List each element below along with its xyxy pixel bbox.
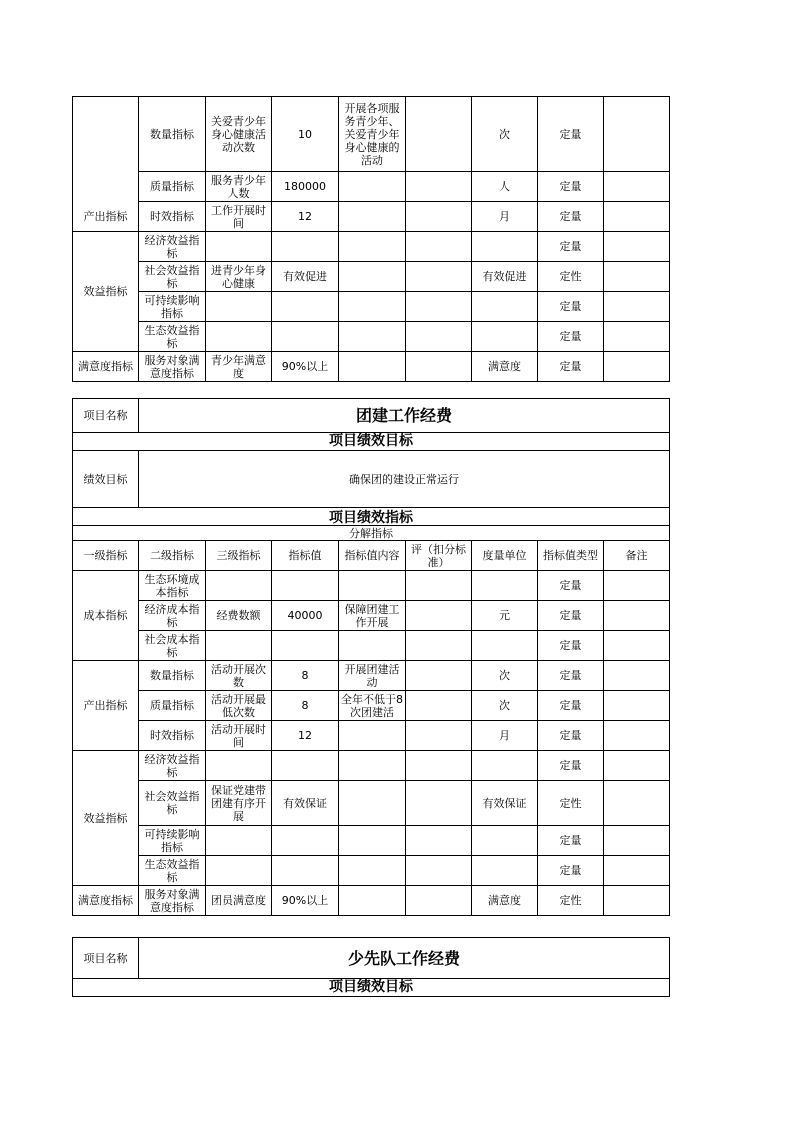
table-cell: [272, 232, 339, 262]
column-header: 度量单位: [472, 541, 538, 571]
section-row: [73, 508, 670, 526]
table-row: [73, 826, 670, 856]
level1-cell: 成本指标: [73, 571, 139, 661]
table-cell: 定量: [538, 322, 604, 352]
table-cell: [339, 172, 406, 202]
table-cell: 团员满意度: [206, 886, 272, 916]
table-cell: 元: [472, 601, 538, 631]
table-cell: [406, 322, 472, 352]
table-cell: [604, 202, 670, 232]
table-cell: [604, 172, 670, 202]
table-cell: [406, 202, 472, 232]
table-cell: [339, 262, 406, 292]
level1-cell: 效益指标: [73, 232, 139, 352]
table-cell: 次: [472, 97, 538, 172]
table-cell: 有效促进: [272, 262, 339, 292]
level1-cell: 满意度指标: [73, 886, 139, 916]
table-cell: [272, 571, 339, 601]
table-cell: 开展各项服务青少年、关爱青少年身心健康的活动: [339, 97, 406, 172]
table-cell: [272, 826, 339, 856]
level1-cell: 产出指标: [73, 97, 139, 232]
table-cell: 社会效益指标: [139, 781, 206, 826]
table-cell: 可持续影响指标: [139, 292, 206, 322]
table-cell: [604, 601, 670, 631]
project-name-row: [73, 399, 670, 433]
table-cell: [272, 856, 339, 886]
table-cell: [604, 631, 670, 661]
goal-section-title: 项目绩效目标: [73, 433, 670, 451]
column-header: 指标值类型: [538, 541, 604, 571]
table-cell: 10: [272, 97, 339, 172]
table-cell: 有效保证: [472, 781, 538, 826]
table-cell: [406, 172, 472, 202]
table-cell: 服务对象满意度指标: [139, 886, 206, 916]
table-cell: 定量: [538, 721, 604, 751]
table-cell: 保证党建带团建有序开展: [206, 781, 272, 826]
table-cell: 180000: [272, 172, 339, 202]
table-row: [73, 856, 670, 886]
table-cell: [339, 631, 406, 661]
table-cell: 90%以上: [272, 352, 339, 382]
table-cell: 月: [472, 721, 538, 751]
table-cell: 生态环境成本指标: [139, 571, 206, 601]
table-cell: 保障团建工作开展: [339, 601, 406, 631]
table-cell: [339, 292, 406, 322]
table-row: [73, 631, 670, 661]
table-cell: 数量指标: [139, 661, 206, 691]
table-cell: [339, 856, 406, 886]
table-cell: 定量: [538, 97, 604, 172]
table-cell: 定量: [538, 826, 604, 856]
table-cell: [206, 751, 272, 781]
table-cell: [604, 721, 670, 751]
table-cell: [472, 631, 538, 661]
table-cell: 时效指标: [139, 721, 206, 751]
table-cell: [604, 571, 670, 601]
table-cell: [604, 856, 670, 886]
table-cell: [604, 826, 670, 856]
table-cell: 活动开展次数: [206, 661, 272, 691]
table-cell: [472, 571, 538, 601]
project-name-row: [73, 938, 670, 979]
table-cell: 定性: [538, 886, 604, 916]
table-cell: [472, 826, 538, 856]
table-cell: 时效指标: [139, 202, 206, 232]
table-cell: [406, 232, 472, 262]
table-row: [73, 292, 670, 322]
column-header: 评（扣分标准）: [406, 541, 472, 571]
table-cell: [339, 781, 406, 826]
table-cell: 定量: [538, 751, 604, 781]
header-row: [73, 541, 670, 571]
table-row: [73, 601, 670, 631]
project-name: 团建工作经费: [139, 399, 670, 433]
level1-cell: 效益指标: [73, 751, 139, 886]
table-cell: [206, 826, 272, 856]
project-name: 少先队工作经费: [139, 938, 670, 979]
table-cell: [604, 661, 670, 691]
table-cell: 人: [472, 172, 538, 202]
table-cell: 8: [272, 661, 339, 691]
table-cell: [604, 232, 670, 262]
table-row: [73, 661, 670, 691]
table-cell: [406, 601, 472, 631]
table-cell: 定量: [538, 202, 604, 232]
table-cell: 定量: [538, 691, 604, 721]
table-cell: [206, 292, 272, 322]
table-row: [73, 691, 670, 721]
table-cell: 服务青少年人数: [206, 172, 272, 202]
table-cell: [604, 691, 670, 721]
performance-table-1: [72, 96, 670, 382]
table-cell: [472, 751, 538, 781]
table-cell: 8: [272, 691, 339, 721]
table-cell: [406, 292, 472, 322]
table-cell: [604, 751, 670, 781]
table-cell: [406, 856, 472, 886]
table-cell: 定量: [538, 631, 604, 661]
table-cell: 数量指标: [139, 97, 206, 172]
table-cell: [339, 202, 406, 232]
table-cell: [406, 352, 472, 382]
table-cell: [206, 631, 272, 661]
table-row: [73, 172, 670, 202]
table-cell: [206, 232, 272, 262]
table-cell: 生态效益指标: [139, 856, 206, 886]
table-cell: [604, 97, 670, 172]
table-cell: [406, 826, 472, 856]
table-cell: 定量: [538, 856, 604, 886]
table-cell: 经济成本指标: [139, 601, 206, 631]
table-cell: 全年不低于8次团建活: [339, 691, 406, 721]
table-row: [73, 721, 670, 751]
table-cell: 工作开展时间: [206, 202, 272, 232]
table-cell: 服务对象满意度指标: [139, 352, 206, 382]
table-cell: [406, 691, 472, 721]
table-cell: 次: [472, 661, 538, 691]
table-cell: [272, 631, 339, 661]
table-cell: [339, 826, 406, 856]
table-row: [73, 202, 670, 232]
table-cell: [339, 721, 406, 751]
table-row: [73, 352, 670, 382]
breakdown-title: 分解指标: [73, 526, 670, 541]
table-cell: 定量: [538, 232, 604, 262]
level1-cell: 满意度指标: [73, 352, 139, 382]
column-header: 三级指标: [206, 541, 272, 571]
table-cell: 满意度: [472, 886, 538, 916]
breakdown-row: [73, 526, 670, 541]
table-cell: 活动开展时间: [206, 721, 272, 751]
goal-row: [73, 451, 670, 508]
table-cell: 有效保证: [272, 781, 339, 826]
table-cell: 可持续影响指标: [139, 826, 206, 856]
table-cell: 定量: [538, 601, 604, 631]
table-cell: 定性: [538, 781, 604, 826]
table-row: [73, 886, 670, 916]
section-row: [73, 979, 670, 997]
table-cell: [406, 781, 472, 826]
table-cell: 定量: [538, 292, 604, 322]
table-cell: 生态效益指标: [139, 322, 206, 352]
table-cell: [339, 751, 406, 781]
project-label: 项目名称: [73, 938, 139, 979]
table-cell: [406, 721, 472, 751]
table-cell: [339, 571, 406, 601]
table-cell: 社会效益指标: [139, 262, 206, 292]
goal-section-title: 项目绩效目标: [73, 979, 670, 997]
table-cell: [339, 886, 406, 916]
table-cell: 定量: [538, 661, 604, 691]
column-header: 二级指标: [139, 541, 206, 571]
column-header: 备注: [604, 541, 670, 571]
indicator-section-title: 项目绩效指标: [73, 508, 670, 526]
table-cell: 定性: [538, 262, 604, 292]
table-cell: [206, 322, 272, 352]
table-cell: 关爱青少年身心健康活动次数: [206, 97, 272, 172]
table-cell: [604, 322, 670, 352]
table-cell: 90%以上: [272, 886, 339, 916]
table-cell: [472, 322, 538, 352]
table-cell: [406, 631, 472, 661]
table-cell: [472, 856, 538, 886]
table-cell: 经费数额: [206, 601, 272, 631]
table-cell: [406, 571, 472, 601]
table-cell: 定量: [538, 352, 604, 382]
table-cell: [406, 97, 472, 172]
column-header: 指标值内容: [339, 541, 406, 571]
table-cell: 质量指标: [139, 691, 206, 721]
table-cell: [604, 262, 670, 292]
table-cell: [472, 292, 538, 322]
table-cell: [406, 751, 472, 781]
table-cell: [339, 322, 406, 352]
table-cell: [604, 352, 670, 382]
table-cell: [472, 232, 538, 262]
table-row: [73, 781, 670, 826]
table-cell: [206, 571, 272, 601]
table-cell: [339, 352, 406, 382]
table-cell: 定量: [538, 571, 604, 601]
goal-text: 确保团的建设正常运行: [139, 451, 670, 508]
table-cell: [406, 661, 472, 691]
table-cell: [604, 886, 670, 916]
table-cell: 开展团建活动: [339, 661, 406, 691]
table-row: [73, 97, 670, 172]
table-row: [73, 232, 670, 262]
column-header: 指标值: [272, 541, 339, 571]
table-cell: 社会成本指标: [139, 631, 206, 661]
project-label: 项目名称: [73, 399, 139, 433]
section-row: [73, 433, 670, 451]
table-cell: [406, 886, 472, 916]
table-cell: 有效促进: [472, 262, 538, 292]
table-row: [73, 262, 670, 292]
performance-table-3: [72, 937, 670, 997]
table-cell: 次: [472, 691, 538, 721]
table-cell: [206, 856, 272, 886]
table-cell: 12: [272, 202, 339, 232]
table-cell: 经济效益指标: [139, 751, 206, 781]
table-cell: [406, 262, 472, 292]
performance-table-2: [72, 398, 670, 916]
table-cell: 12: [272, 721, 339, 751]
table-cell: 青少年满意度: [206, 352, 272, 382]
goal-label: 绩效目标: [73, 451, 139, 508]
table-cell: [272, 322, 339, 352]
table-cell: [272, 292, 339, 322]
table-cell: 满意度: [472, 352, 538, 382]
table-cell: [339, 232, 406, 262]
table-cell: 定量: [538, 172, 604, 202]
table-cell: 经济效益指标: [139, 232, 206, 262]
table-cell: 40000: [272, 601, 339, 631]
table-row: [73, 322, 670, 352]
table-cell: 活动开展最低次数: [206, 691, 272, 721]
table-row: [73, 571, 670, 601]
table-cell: [604, 292, 670, 322]
table-row: [73, 751, 670, 781]
table-cell: [272, 751, 339, 781]
level1-cell: 产出指标: [73, 661, 139, 751]
table-cell: [604, 781, 670, 826]
table-cell: 进青少年身心健康: [206, 262, 272, 292]
table-cell: 月: [472, 202, 538, 232]
column-header: 一级指标: [73, 541, 139, 571]
table-cell: 质量指标: [139, 172, 206, 202]
